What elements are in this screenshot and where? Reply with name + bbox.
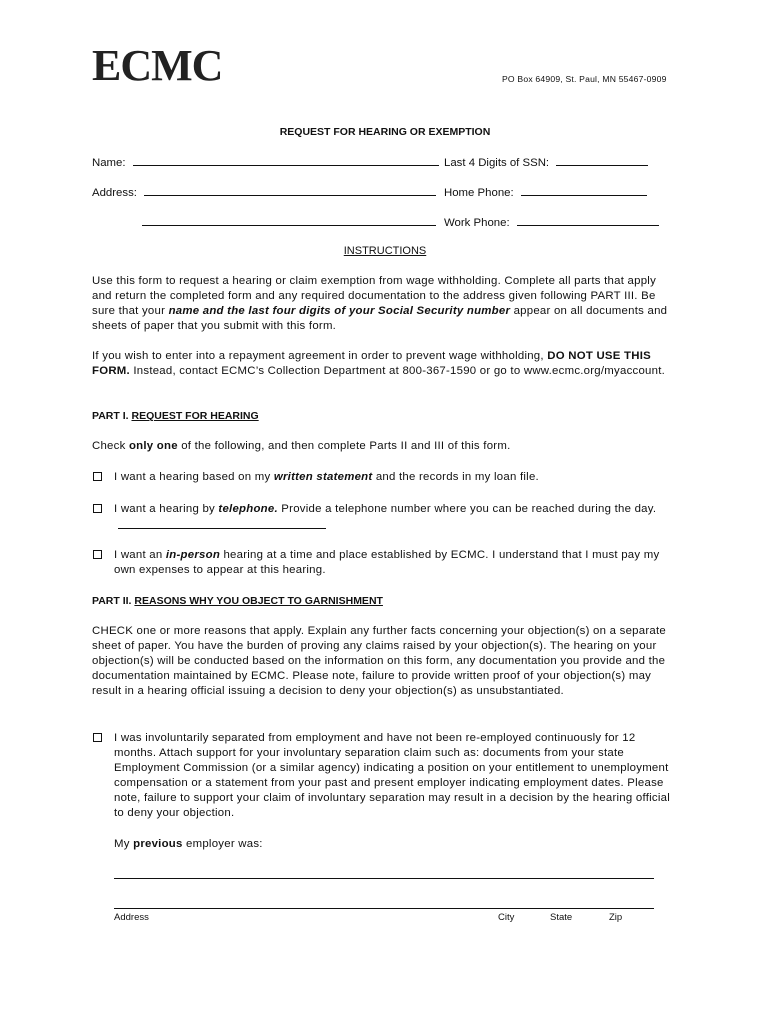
opt1-emphasis: written statement bbox=[273, 471, 373, 483]
employer-emphasis: previous bbox=[133, 838, 183, 850]
part-1-intro-a: Check bbox=[92, 440, 129, 452]
part-2-intro: CHECK one or more reasons that apply. Explain any further facts concerning your objection(s) on a separate sheet of paper. You have the burden of proving any claims raised by your objection(s). The hearing on your objection(s) will be conducted based on the information on this form, any documentation you provide and the documentation maintained by ECMC. Please note, failure to provide written proof of your objection(s) may result in a hearing official issuing a decision to deny your objection(s) as unsubstantiated. bbox=[92, 625, 666, 697]
address-label: Address: bbox=[92, 187, 137, 199]
part-1-intro bbox=[92, 439, 672, 454]
employer-text-b: employer was: bbox=[182, 838, 263, 850]
hearing-in-person-checkbox[interactable] bbox=[93, 550, 102, 559]
instructions-p2-text-b: Instead, contact ECMC’s Collection Department at 800-367-1590 or go to www.ecmc.org/myaccount. bbox=[129, 365, 666, 377]
instructions-paragraph-1 bbox=[92, 274, 672, 334]
city-caption: City bbox=[498, 912, 515, 923]
name-row bbox=[92, 154, 439, 171]
part-2-heading bbox=[92, 594, 383, 609]
part-1-prefix: PART I. bbox=[92, 410, 129, 422]
hearing-telephone-option bbox=[114, 502, 674, 534]
state-caption: State bbox=[550, 912, 573, 923]
work-phone-row bbox=[444, 214, 659, 231]
address-field-2[interactable] bbox=[142, 214, 436, 226]
work-phone-field[interactable] bbox=[517, 214, 659, 226]
home-phone-label: Home Phone: bbox=[444, 187, 514, 199]
previous-employer-label bbox=[114, 837, 674, 852]
instructions-p1-text-b: appear on all documents and sheets of paper that you submit with this form. bbox=[92, 305, 668, 332]
employer-address-line[interactable] bbox=[114, 908, 654, 909]
opt1-text-b: and the records in my loan file. bbox=[372, 471, 539, 483]
instructions-heading: INSTRUCTIONS bbox=[343, 245, 427, 257]
instructions-paragraph-2 bbox=[92, 349, 672, 379]
address-caption: Address bbox=[114, 912, 149, 923]
part-1-intro-emphasis: only one bbox=[128, 440, 178, 452]
hearing-in-person-option bbox=[114, 548, 674, 578]
work-phone-label: Work Phone: bbox=[444, 217, 510, 229]
form-title: REQUEST FOR HEARING OR EXEMPTION bbox=[279, 126, 491, 138]
instructions-p1-text-a: Use this form to request a hearing or claim exemption from wage withholding. Complete all parts that apply and return the completed form and any required documentation to the address given following PART III. Be sure that your bbox=[92, 275, 657, 317]
part-1-intro-b: of the following, and then complete Parts II and III of this form. bbox=[177, 440, 511, 452]
part-2-title: REASONS WHY YOU OBJECT TO GARNISHMENT bbox=[134, 595, 383, 607]
ecmc-logo: ECMC bbox=[92, 41, 223, 90]
part-1-title: REQUEST FOR HEARING bbox=[131, 410, 259, 422]
part-2-prefix: PART II. bbox=[92, 595, 132, 607]
home-phone-field[interactable] bbox=[521, 184, 647, 196]
instructions-p2-text-a: If you wish to enter into a repayment agreement in order to prevent wage withholding, bbox=[92, 350, 548, 362]
opt3-text-a: I want an bbox=[114, 549, 166, 561]
address-field-1[interactable] bbox=[144, 184, 436, 196]
opt2-emphasis: telephone. bbox=[218, 503, 278, 515]
instructions-p2-emphasis: DO NOT USE THIS FORM. bbox=[92, 350, 651, 377]
opt3-emphasis: in-person bbox=[165, 549, 221, 561]
instructions-p1-emphasis: name and the last four digits of your Social Security number bbox=[168, 305, 511, 317]
employer-name-line[interactable] bbox=[114, 878, 654, 879]
name-label: Name: bbox=[92, 157, 126, 169]
address-row bbox=[92, 184, 436, 201]
name-field[interactable] bbox=[133, 154, 439, 166]
involuntary-separation-reason: I was involuntarily separated from employment and have not been re-employed continuously for 12 months. Attach support for your involuntary separation claim such as: documents from your state Employment Commission (or a similar agency) indicating a position on your entitlement to unemployment compensation or a statement from your past and present employer indicating employment dates. Please note, failure to support your claim of involuntary separation may result in a decision by the hearing official to deny your objection. bbox=[114, 732, 670, 819]
opt2-text-a: I want a hearing by bbox=[114, 503, 219, 515]
hearing-written-checkbox[interactable] bbox=[93, 472, 102, 481]
part-1-heading bbox=[92, 409, 259, 424]
hearing-telephone-checkbox[interactable] bbox=[93, 504, 102, 513]
telephone-number-field[interactable] bbox=[118, 517, 326, 529]
home-phone-row bbox=[444, 184, 647, 201]
ssn-label: Last 4 Digits of SSN: bbox=[444, 157, 550, 169]
opt3-text-b: hearing at a time and place established by ECMC. I understand that I must pay my own expenses to appear at this hearing. bbox=[114, 549, 660, 576]
address-row-2 bbox=[142, 214, 436, 231]
hearing-written-option bbox=[114, 470, 674, 485]
involuntary-separation-checkbox[interactable] bbox=[93, 733, 102, 742]
zip-caption: Zip bbox=[609, 912, 623, 923]
opt1-text-a: I want a hearing based on my bbox=[114, 471, 274, 483]
mailing-address: PO Box 64909, St. Paul, MN 55467-0909 bbox=[502, 74, 667, 84]
ssn-row bbox=[444, 154, 648, 171]
employer-text-a: My bbox=[114, 838, 134, 850]
ssn-field[interactable] bbox=[556, 154, 648, 166]
opt2-text-b: Provide a telephone number where you can be reached during the day. bbox=[277, 503, 657, 515]
